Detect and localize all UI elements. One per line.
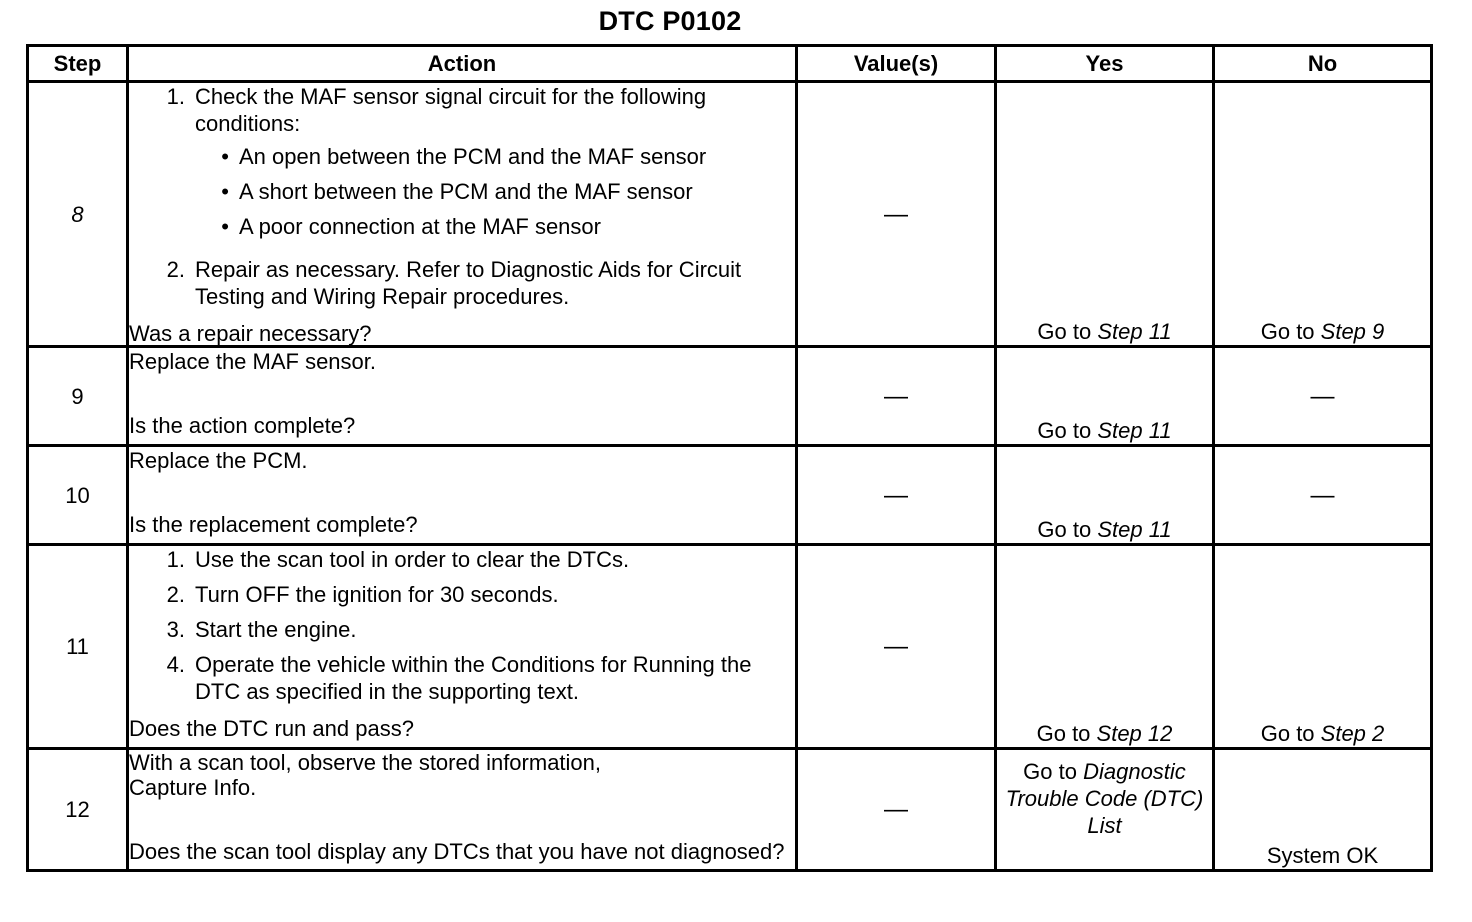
header-values: Value(s): [797, 46, 996, 82]
no-cell: —: [1214, 347, 1432, 446]
value-cell: —: [797, 446, 996, 545]
header-yes: Yes: [996, 46, 1214, 82]
page-title: DTC P0102: [598, 6, 742, 36]
list-number: 3.: [166, 617, 185, 642]
no-cell: —: [1214, 446, 1432, 545]
step-link[interactable]: Step 11: [1097, 418, 1172, 443]
list-number: 1.: [166, 84, 185, 109]
list-number: 2.: [166, 582, 185, 607]
value-cell: —: [797, 749, 996, 871]
action-cell: [128, 347, 797, 446]
list-number: 2.: [166, 257, 185, 282]
step-number: 9: [28, 347, 128, 446]
bullet-icon: •: [221, 144, 229, 169]
header-row: [28, 46, 1432, 82]
condition-item: An open between the PCM and the MAF sensor: [239, 144, 707, 169]
goto-prefix: Go to: [1036, 721, 1097, 746]
condition-item: A poor connection at the MAF sensor: [239, 214, 601, 239]
yes-cell: [996, 347, 1214, 446]
header-no: No: [1214, 46, 1432, 82]
goto-prefix: Go to: [1037, 319, 1098, 344]
action-text: Start the engine.: [195, 617, 357, 642]
action-cell: [128, 749, 797, 871]
action-text: Check the MAF sensor signal circuit for the following conditions:: [195, 84, 707, 136]
header-step: Step: [28, 46, 128, 82]
step-link[interactable]: Step 11: [1097, 319, 1172, 344]
bullet-icon: •: [221, 214, 229, 239]
list-number: 4.: [166, 652, 185, 677]
action-question: Is the replacement complete?: [129, 512, 418, 537]
action-text: Operate the vehicle within the Conditions for Running the DTC as specified in the supporting text.: [195, 652, 752, 704]
yes-cell: [996, 545, 1214, 749]
action-cell: [128, 545, 797, 749]
step-number: 10: [28, 446, 128, 545]
no-cell: [1214, 545, 1432, 749]
action-text: Use the scan tool in order to clear the DTCs.: [195, 547, 630, 572]
yes-cell: [996, 82, 1214, 347]
table-row-step-9: [28, 347, 1432, 446]
table-row-step-10: [28, 446, 1432, 545]
list-number: 1.: [166, 547, 185, 572]
action-text: With a scan tool, observe the stored information,: [129, 750, 602, 775]
goto-prefix: Go to: [1260, 319, 1321, 344]
goto-prefix: Go to: [1023, 759, 1084, 784]
diagnostic-table: [26, 44, 1433, 872]
action-cell: [128, 446, 797, 545]
action-cell: [128, 82, 797, 347]
step-link[interactable]: Step 11: [1097, 517, 1172, 542]
step-number: 8: [28, 82, 128, 347]
action-text: Capture Info.: [129, 775, 257, 800]
table-row-step-12: [28, 749, 1432, 871]
goto-prefix: Go to: [1260, 721, 1321, 746]
step-link[interactable]: Step 9: [1320, 319, 1385, 344]
action-text: Turn OFF the ignition for 30 seconds.: [195, 582, 559, 607]
action-text: Replace the MAF sensor.: [129, 349, 377, 374]
yes-cell: [996, 446, 1214, 545]
table-row-step-8: [28, 82, 1432, 347]
no-cell: System OK: [1214, 749, 1432, 871]
goto-prefix: Go to: [1037, 517, 1098, 542]
value-cell: —: [797, 347, 996, 446]
action-question: Was a repair necessary?: [129, 321, 372, 346]
value-cell: —: [797, 545, 996, 749]
action-text: Replace the PCM.: [129, 448, 308, 473]
table-row-step-11: [28, 545, 1432, 749]
step-link[interactable]: Step 2: [1320, 721, 1385, 746]
condition-item: A short between the PCM and the MAF sensor: [239, 179, 693, 204]
action-question: Is the action complete?: [129, 413, 356, 438]
step-number: 12: [28, 749, 128, 871]
step-link[interactable]: Step 12: [1096, 721, 1173, 746]
yes-cell: [996, 749, 1214, 871]
bullet-icon: •: [221, 179, 229, 204]
dtc-list-link[interactable]: Diagnostic Trouble Code (DTC) List: [1005, 759, 1204, 838]
no-cell: [1214, 82, 1432, 347]
action-question: Does the scan tool display any DTCs that you have not diagnosed?: [129, 839, 785, 864]
action-text: Repair as necessary. Refer to Diagnostic Aids for Circuit Testing and Wiring Repair procedures.: [195, 257, 742, 309]
value-cell: —: [797, 82, 996, 347]
header-action: Action: [128, 46, 797, 82]
step-number: 11: [28, 545, 128, 749]
goto-prefix: Go to: [1037, 418, 1098, 443]
action-question: Does the DTC run and pass?: [129, 716, 414, 741]
